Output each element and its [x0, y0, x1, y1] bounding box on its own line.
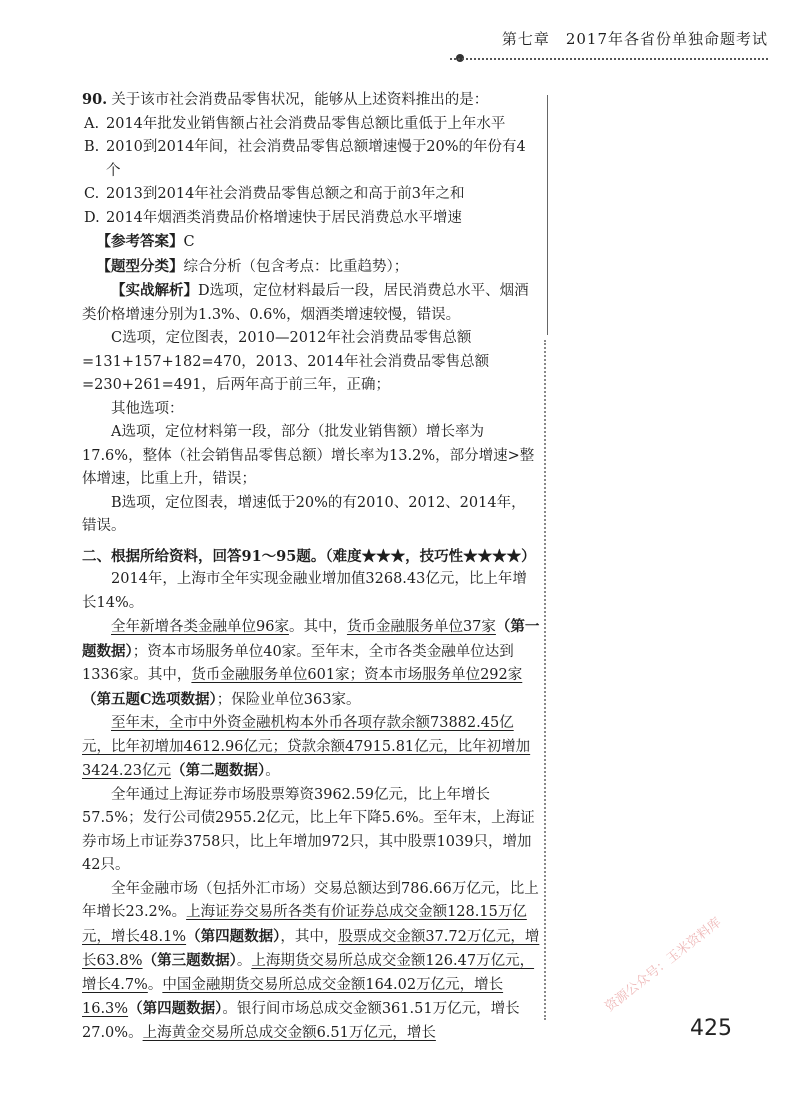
option-d: D. 2014年烟酒类消费品价格增速快于居民消费总水平增速 — [84, 209, 462, 226]
option-b: B. 2010到2014年间，社会消费品零售总额增速慢于20%的年份有4个 — [84, 139, 526, 179]
margin-dotted-rule — [544, 340, 546, 1020]
page-content — [82, 88, 540, 1045]
type-line: 【题型分类】综合分析（包含考点：比重趋势）； — [96, 257, 409, 275]
analysis-c: C选项，定位图表，2010—2012年社会消费品零售总额=131+157+182=470，2013、2014年社会消费品零售总额=230+261=491，后两年高于前三年，正确； — [82, 330, 490, 393]
answer-line: 【参考答案】C — [96, 233, 195, 250]
header-dotted-rule — [450, 58, 768, 60]
running-header — [450, 28, 790, 68]
question-stem: 90. 关于该市社会消费品零售状况，能够从上述资料推出的是： — [82, 91, 489, 108]
material-paragraph-3: 至年末，全市中外资金融机构本外币各项存款余额73882.45亿元，比年初增加4612.96亿元；贷款余额47915.81亿元，比年初增加3424.23亿元（第二题数据）。 — [82, 715, 531, 779]
analysis-a: A选项，定位材料第一段，部分（批发业销售额）增长率为17.6%，整体（社会销售品零售总额）增长率为13.2%，部分增速>整体增速，比重上升，错误； — [82, 424, 535, 487]
option-c: C. 2013到2014年社会消费品零售总额之和高于前3年之和 — [84, 186, 465, 202]
chapter-title: 第七章 2017年各省份单独命题考试 — [501, 30, 768, 48]
section-heading: 二、根据所给资料，回答91～95题。（难度★★★，技巧性★★★★） — [82, 547, 536, 565]
margin-rule — [547, 95, 548, 335]
watermark-text: 资源公众号：玉米资料库 — [602, 915, 725, 1015]
material-paragraph-1: 2014年，上海市全年实现金融业增加值3268.43亿元，比上年增长14%。 — [82, 571, 527, 611]
material-paragraph-4: 全年通过上海证券市场股票筹资3962.59亿元，比上年增长57.5%；发行公司债2955.2亿元，比上年下降5.6%。至年末，上海证券市场上市证券3758只，比上年增加972只，其中股票1039只，增加42只。 — [82, 786, 535, 873]
question-number: 90. — [82, 91, 108, 108]
analysis-paragraph: 【实战解析】D选项，定位材料最后一段，居民消费总水平、烟酒类价格增速分别为1.3%、0.6%，烟酒类增速较慢，错误。 — [82, 282, 529, 323]
analysis-b: B选项，定位图表，增速低于20%的有2010、2012、2014年，错误。 — [82, 494, 526, 534]
material-paragraph-2: 全年新增各类金融单位96家。其中，货币金融服务单位37家（第一题数据）；资本市场服务单位40家。至年末，全市各类金融单位达到1336家。其中，货币金融服务单位601家；资本市场服务单位292家（第五题C选项数据）；保险业单位363家。 — [82, 618, 540, 708]
other-options-label: 其他选项： — [111, 400, 184, 417]
page-number: 425 — [690, 1016, 732, 1041]
material-paragraph-5: 全年金融市场（包括外汇市场）交易总额达到786.66万亿元，比上年增长23.2%。上海证券交易所各类有价证券总成交金额128.15万亿元，增长48.1%（第四题数据），其中，股票成交金额37.72万亿元，增长63.8%（第三题数据）。上海期货交易所总成交金额126.47万亿元，增长4.7%。中国金融期货交易所总成交金额164.02万亿元，增长16.3%（第四题数据）。银行间市场总成交金额361.51万亿元，增长27.0%。上海黄金交易所总成交金额6.51万亿元，增长 — [82, 880, 540, 1041]
option-a: A. 2014年批发业销售额占社会消费品零售总额比重低于上年水平 — [84, 115, 506, 132]
